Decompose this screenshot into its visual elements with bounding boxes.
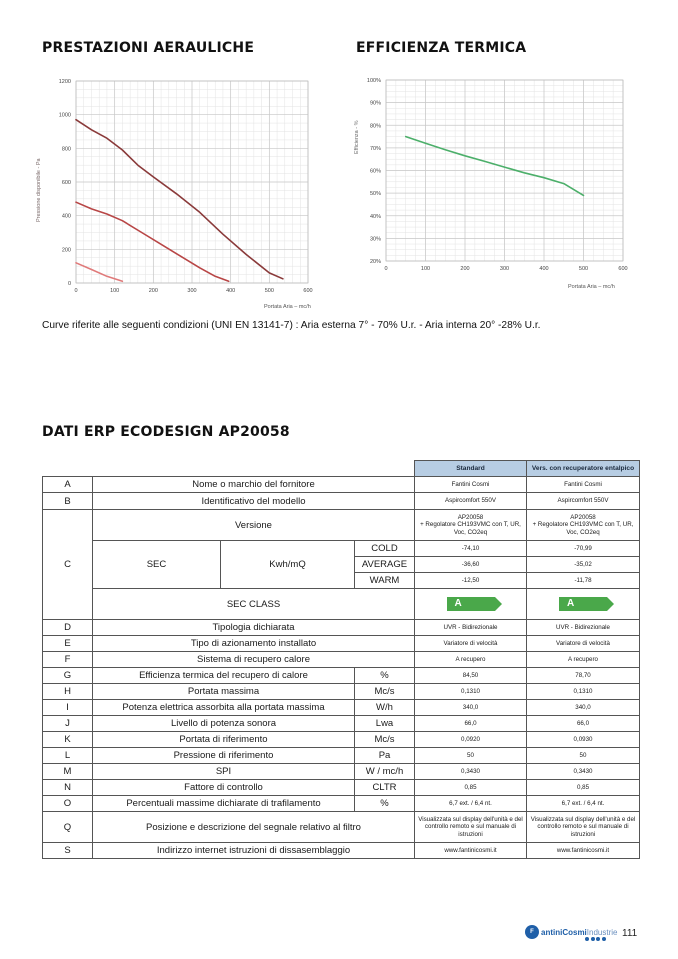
climate-warm: WARM [355, 573, 415, 589]
x-tick-label: 200 [148, 288, 158, 294]
table-row [43, 477, 640, 493]
row-letter: G [43, 668, 93, 684]
y-tick-label: 20% [369, 259, 381, 265]
aeraulic-xlabel: Portata Aria – mc/h [264, 304, 311, 310]
erp-table [42, 460, 640, 859]
table-row [43, 796, 640, 812]
climate-cold: COLD [355, 541, 415, 557]
table-row [43, 812, 640, 843]
row-label: Portata di riferimento [93, 732, 355, 748]
row-label: Tipologia dichiarata [93, 620, 415, 636]
value-standard: 0,1310 [415, 684, 527, 700]
value-enthalpic: Visualizzata sul display dell'unità e del controllo remoto e sul manuale di istruzioni [527, 812, 640, 843]
value-enthalpic: 0,3430 [527, 764, 640, 780]
table-row [43, 700, 640, 716]
row-unit: Pa [355, 748, 415, 764]
brand-logo [525, 925, 617, 939]
x-tick-label: 500 [264, 288, 274, 294]
row-label: Fattore di controllo [93, 780, 355, 796]
table-row [43, 716, 640, 732]
value-enthalpic: UVR - Bidirezionale [527, 620, 640, 636]
row-letter: K [43, 732, 93, 748]
row-label: Percentuali massime dichiarate di trafilamento [93, 796, 355, 812]
row-letter: H [43, 684, 93, 700]
value-enthalpic: -35,02 [527, 557, 640, 573]
row-label: Sistema di recupero calore [93, 652, 415, 668]
row-label: Identificativo del modello [93, 493, 415, 510]
value-standard: -12,50 [415, 573, 527, 589]
y-tick-label: 50% [369, 191, 381, 198]
row-unit: % [355, 796, 415, 812]
aeraulic-grid [76, 81, 308, 283]
y-tick-label: 90% [369, 100, 381, 107]
thermal-grid [386, 80, 623, 261]
energy-class-badge: A [447, 597, 495, 611]
y-tick-label: 800 [61, 146, 71, 153]
row-unit: W / mc/h [355, 764, 415, 780]
row-letter: N [43, 780, 93, 796]
value-standard: 50 [415, 748, 527, 764]
row-unit: % [355, 668, 415, 684]
row-label: Portata massima [93, 684, 355, 700]
row-unit: Mc/s [355, 732, 415, 748]
value-enthalpic: Variatore di velocità [527, 636, 640, 652]
row-letter: E [43, 636, 93, 652]
value-standard: 0,0920 [415, 732, 527, 748]
value-standard: 6,7 ext. / 6,4 nt. [415, 796, 527, 812]
logo-dots-icon [585, 937, 606, 941]
row-letter: O [43, 796, 93, 812]
table-row [43, 541, 640, 557]
climate-average: AVERAGE [355, 557, 415, 573]
heading-aeraulic: PRESTAZIONI AERAULICHE [42, 40, 255, 56]
row-unit: CLTR [355, 780, 415, 796]
logo-main: antiniCosmi [541, 927, 587, 937]
value-enthalpic[interactable]: www.fantinicosmi.it [527, 843, 640, 859]
thermal-chart [348, 72, 638, 292]
table-row [43, 510, 640, 541]
y-tick-label: 200 [61, 247, 71, 254]
header-standard: Standard [415, 461, 527, 477]
energy-class-badge: A [559, 597, 607, 611]
x-tick-label: 100 [420, 266, 431, 272]
table-row [43, 780, 640, 796]
table-row [43, 589, 640, 620]
y-tick-label: 30% [369, 236, 381, 243]
row-letter: S [43, 843, 93, 859]
y-tick-label: 1000 [58, 112, 71, 119]
row-letter: A [43, 477, 93, 493]
row-label: Posizione e descrizione del segnale relativo al filtro [93, 812, 415, 843]
y-tick-label: 600 [61, 180, 71, 186]
row-label: Livello di potenza sonora [93, 716, 355, 732]
x-tick-label: 0 [74, 288, 78, 294]
row-label: Tipo di azionamento installato [93, 636, 415, 652]
series-line-2 [76, 202, 229, 281]
row-letter: C [43, 510, 93, 620]
conditions-note: Curve riferite alle seguenti condizioni (UNI EN 13141-7) : Aria esterna 7° - 70% U.r. - Aria interna 20° -28% U.r. [42, 320, 541, 331]
heading-erp: DATI ERP ECODESIGN AP20058 [42, 424, 290, 440]
sec-class-label: SEC CLASS [93, 589, 415, 620]
thermal-xlabel: Portata Aria – mc/h [568, 284, 615, 290]
y-tick-label: 100% [366, 78, 381, 84]
value-enthalpic: AP20058 + Regolatore CH193VMC con T, UR, Voc, CO2eq [527, 510, 640, 541]
table-row [43, 843, 640, 859]
value-enthalpic: 0,85 [527, 780, 640, 796]
value-standard: AP20058 + Regolatore CH193VMC con T, UR, Voc, CO2eq [415, 510, 527, 541]
x-tick-label: 600 [303, 288, 313, 294]
row-letter: J [43, 716, 93, 732]
sec-unit: Kwh/mQ [221, 541, 355, 589]
x-tick-label: 300 [187, 288, 197, 294]
x-tick-label: 200 [460, 266, 470, 272]
row-label: Efficienza termica del recupero di calore [93, 668, 355, 684]
table-row [43, 748, 640, 764]
value-standard[interactable]: www.fantinicosmi.it [415, 843, 527, 859]
value-standard: Visualizzata sul display dell'unità e del controllo remoto e sul manuale di istruzioni [415, 812, 527, 843]
header-enthalpic: Vers. con recuperatore entalpico [527, 461, 640, 477]
value-enthalpic: 66,0 [527, 716, 640, 732]
row-label: Potenza elettrica assorbita alla portata massima [93, 700, 355, 716]
row-unit: Lwa [355, 716, 415, 732]
y-tick-label: 80% [369, 123, 381, 130]
value-enthalpic: 50 [527, 748, 640, 764]
x-tick-label: 0 [384, 266, 388, 272]
row-label: SPI [93, 764, 355, 780]
value-standard: Variatore di velocità [415, 636, 527, 652]
table-row [43, 636, 640, 652]
sec-label: SEC [93, 541, 221, 589]
table-row [43, 620, 640, 636]
row-label: Pressione di riferimento [93, 748, 355, 764]
row-letter: I [43, 700, 93, 716]
table-row [43, 764, 640, 780]
aeraulic-chart [34, 72, 334, 312]
table-row [43, 652, 640, 668]
table-row [43, 493, 640, 510]
x-tick-label: 300 [499, 266, 510, 272]
value-standard: Aspircomfort 550V [415, 493, 527, 510]
value-standard: 84,50 [415, 668, 527, 684]
value-standard: UVR - Bidirezionale [415, 620, 527, 636]
row-unit: Mc/s [355, 684, 415, 700]
page-number: 111 [622, 928, 638, 939]
row-letter: L [43, 748, 93, 764]
aeraulic-ylabel: Pressione disponibile - Pa [36, 158, 42, 222]
row-letter: B [43, 493, 93, 510]
value-standard: 66,0 [415, 716, 527, 732]
logo-sub: Industrie [586, 927, 618, 937]
value-enthalpic: 6,7 ext. / 6,4 nt. [527, 796, 640, 812]
row-label: Indirizzo internet istruzioni di dissasemblaggio [93, 843, 415, 859]
row-unit: W/h [355, 700, 415, 716]
y-tick-label: 60% [369, 168, 381, 175]
value-standard: -74,10 [415, 541, 527, 557]
value-enthalpic: Aspircomfort 550V [527, 493, 640, 510]
x-tick-label: 500 [578, 266, 589, 272]
row-letter: M [43, 764, 93, 780]
y-tick-label: 1200 [58, 79, 71, 85]
value-enthalpic: 78,70 [527, 668, 640, 684]
value-enthalpic: A recupero [527, 652, 640, 668]
value-standard: Fantini Cosmi [415, 477, 527, 493]
table-row [43, 732, 640, 748]
row-letter: D [43, 620, 93, 636]
y-tick-label: 400 [61, 213, 71, 220]
value-enthalpic: 0,1310 [527, 684, 640, 700]
x-tick-label: 100 [110, 288, 120, 294]
value-enthalpic: Fantini Cosmi [527, 477, 640, 493]
value-standard: 0,3430 [415, 764, 527, 780]
value-enthalpic: -70,99 [527, 541, 640, 557]
table-row [43, 668, 640, 684]
value-standard: 0,85 [415, 780, 527, 796]
logo-mark: F [525, 925, 539, 939]
thermal-ylabel: Efficienza - % [354, 120, 360, 154]
x-tick-label: 400 [539, 266, 549, 272]
y-tick-label: 0 [67, 281, 71, 287]
row-label: Nome o marchio del fornitore [93, 477, 415, 493]
value-standard: A recupero [415, 652, 527, 668]
y-tick-label: 40% [369, 213, 381, 220]
value-standard: 340,0 [415, 700, 527, 716]
row-letter: Q [43, 812, 93, 843]
y-tick-label: 70% [369, 145, 381, 152]
x-tick-label: 600 [618, 266, 628, 272]
row-label: Versione [93, 510, 415, 541]
x-tick-label: 400 [226, 288, 236, 294]
table-row [43, 684, 640, 700]
value-enthalpic: 0,0930 [527, 732, 640, 748]
value-enthalpic: 340,0 [527, 700, 640, 716]
value-enthalpic: -11,78 [527, 573, 640, 589]
row-letter: F [43, 652, 93, 668]
value-standard: -36,60 [415, 557, 527, 573]
heading-thermal: EFFICIENZA TERMICA [356, 40, 527, 56]
